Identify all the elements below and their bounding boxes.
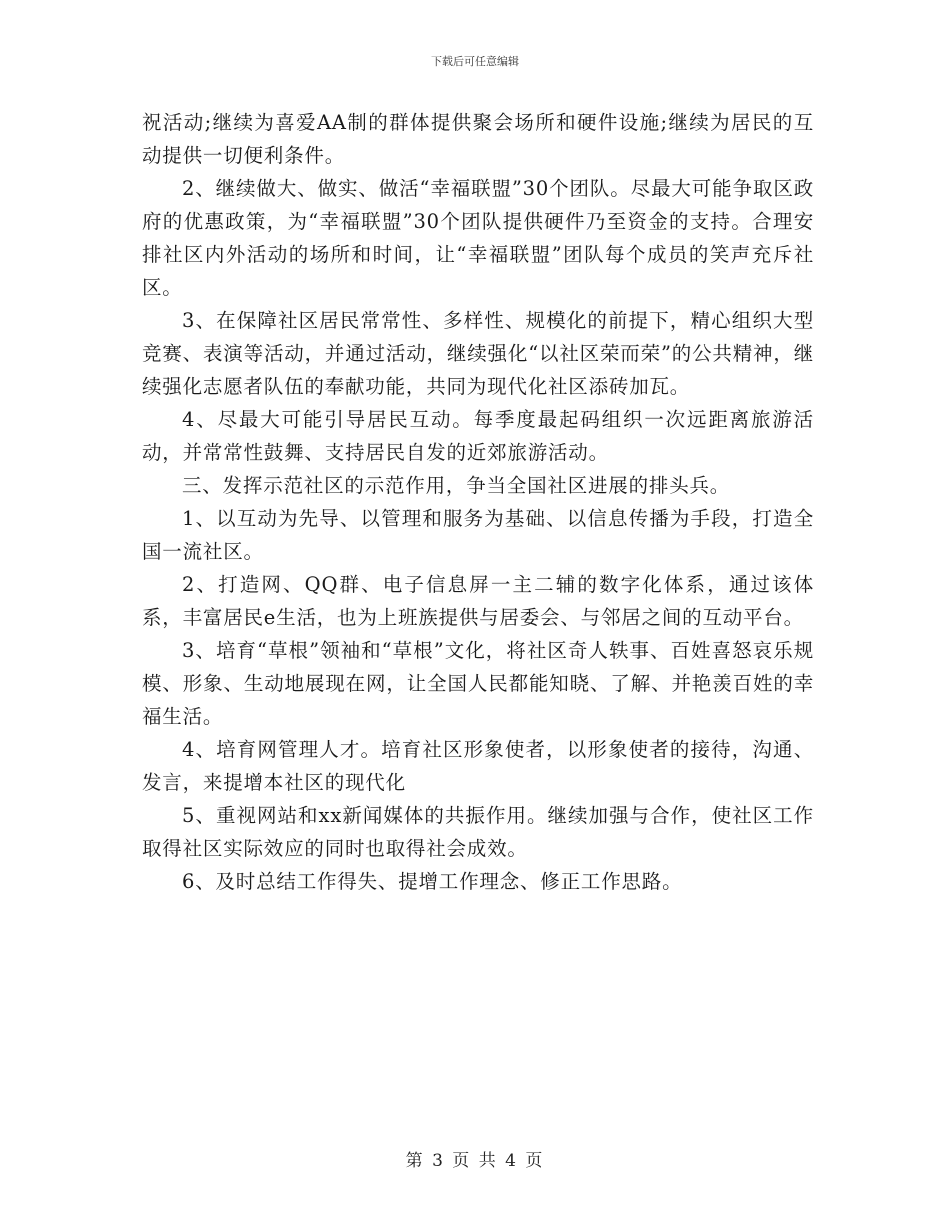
paragraph-item-3-competitions: 3、在保障社区居民常常性、多样性、规模化的前提下，精心组织大型竞赛、表演等活动，并通过活动，继续强化“以社区荣而荣”的公共精神，继续强化志愿者队伍的奉献功能，共同为现代化社区添砖加瓦。 [142,309,814,398]
paragraph-section3-item-6: 6、及时总结工作得失、提增工作理念、修正工作思路。 [182,870,683,893]
paragraph-section3-item-4: 4、培育网管理人才。培育社区形象使者，以形象使者的接待，沟通、发言，来提增本社区的现代化 [142,738,814,794]
paragraph-section3-item-5: 5、重视网站和xx新闻媒体的共振作用。继续加强与合作，使社区工作取得社区实际效应的同时也取得社会成效。 [142,804,814,860]
page-footer-page-number: 第 3 页 共 4 页 [405,1151,545,1171]
paragraph-section3-item-1: 1、以互动为先导、以管理和服务为基础、以信息传播为手段，打造全国一流社区。 [142,507,814,563]
paragraph-continuation: 祝活动;继续为喜爱AA制的群体提供聚会场所和硬件设施;继续为居民的互动提供一切便利条件。 [142,111,814,167]
paragraph-section3-item-3: 3、培育“草根”领袖和“草根”文化，将社区奇人轶事、百姓喜怒哀乐规模、形象、生动地展现在网，让全国人民都能知晓、了解、并艳羡百姓的幸福生活。 [142,639,814,728]
paragraph-section3-item-2: 2、打造网、QQ群、电子信息屏一主二辅的数字化体系，通过该体系，丰富居民e生活，也为上班族提供与居委会、与邻居之间的互动平台。 [142,573,814,629]
section-heading-three: 三、发挥示范社区的示范作用，争当全国社区进展的排头兵。 [182,474,731,497]
paragraph-item-4-resident-interaction: 4、尽最大可能引导居民互动。每季度最起码组织一次远距离旅游活动，并常常性鼓舞、支持居民自发的近郊旅游活动。 [142,408,814,464]
paragraph-item-2-happiness-alliance: 2、继续做大、做实、做活“幸福联盟”30个团队。尽最大可能争取区政府的优惠政策，为“幸福联盟”30个团队提供硬件乃至资金的支持。合理安排社区内外活动的场所和时间，让“幸福联盟”团队每个成员的笑声充斥社区。 [142,177,814,299]
document-body [142,106,814,898]
page-header: 下载后可任意编辑 [431,55,519,68]
